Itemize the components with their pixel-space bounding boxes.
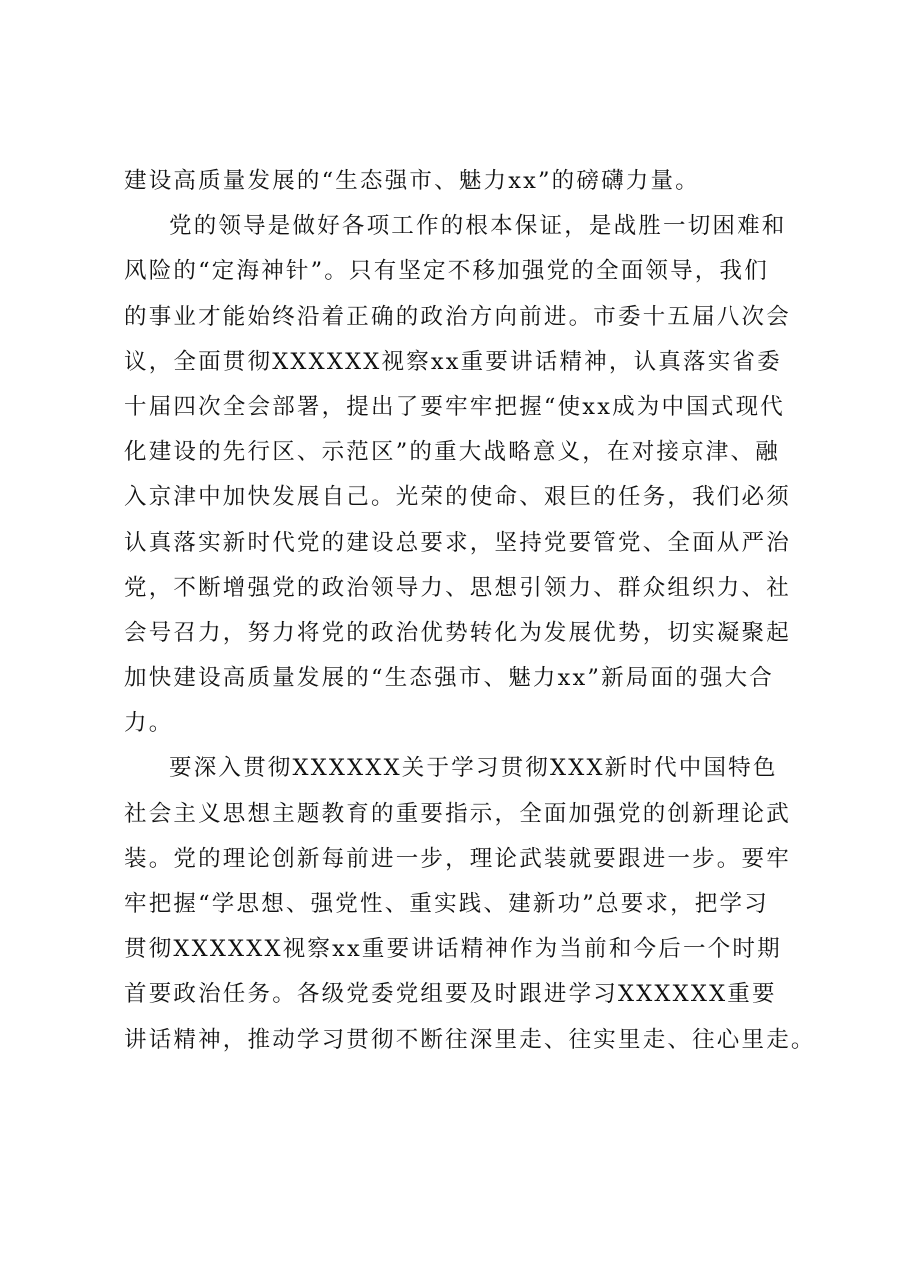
text-line: 入京津中加快发展自己。光荣的使命、艰巨的任务，我们必须 (124, 484, 791, 511)
text-line: 建设高质量发展的“生态强市、魅力xx”的磅礴力量。 (124, 168, 700, 194)
paragraph-start-line: 党的领导是做好各项工作的根本保证，是战胜一切困难和 (169, 213, 787, 240)
text-line: 风险的“定海神针”。只有坚定不移加强党的全面领导，我们 (124, 258, 769, 285)
text-line: 化建设的先行区、示范区”的重大战略意义，在对接京津、融 (124, 439, 780, 466)
text-line: 讲话精神，推动学习贯彻不断往深里走、往实里走、往心里走。 (124, 1026, 816, 1053)
text-line: 力。 (124, 710, 174, 737)
text-line: 的事业才能始终沿着正确的政治方向前进。市委十五届八次会 (124, 303, 791, 330)
text-line: 党，不断增强党的政治领导力、思想引领力、群众组织力、社 (124, 574, 791, 601)
text-line: 社会主义思想主题教育的重要指示，全面加强党的创新理论武 (124, 800, 791, 827)
text-line: 认真落实新时代党的建设总要求，坚持党要管党、全面从严治 (124, 529, 791, 556)
text-line: 会号召力，努力将党的政治优势转化为发展优势，切实凝聚起 (124, 619, 791, 646)
text-line: 十届四次全会部署，提出了要牢牢把握“使xx成为中国式现代 (124, 393, 785, 420)
text-line: 议，全面贯彻XXXXXX视察xx重要讲话精神，认真落实省委 (124, 348, 782, 375)
text-line: 装。党的理论创新每前进一步，理论武装就要跟进一步。要牢 (124, 845, 791, 872)
document-body (124, 159, 824, 1063)
paragraph-start-line: 要深入贯彻XXXXXX关于学习贯彻XXX新时代中国特色 (169, 755, 778, 782)
text-line: 贯彻XXXXXX视察xx重要讲话精神作为当前和今后一个时期 (124, 936, 782, 963)
text-line: 牢把握“学思想、强党性、重实践、建新功”总要求，把学习 (124, 891, 769, 917)
text-line: 首要政治任务。各级党委党组要及时跟进学习XXXXXX重要 (124, 981, 777, 1008)
text-line: 加快建设高质量发展的“生态强市、魅力xx”新局面的强大合 (124, 665, 774, 692)
